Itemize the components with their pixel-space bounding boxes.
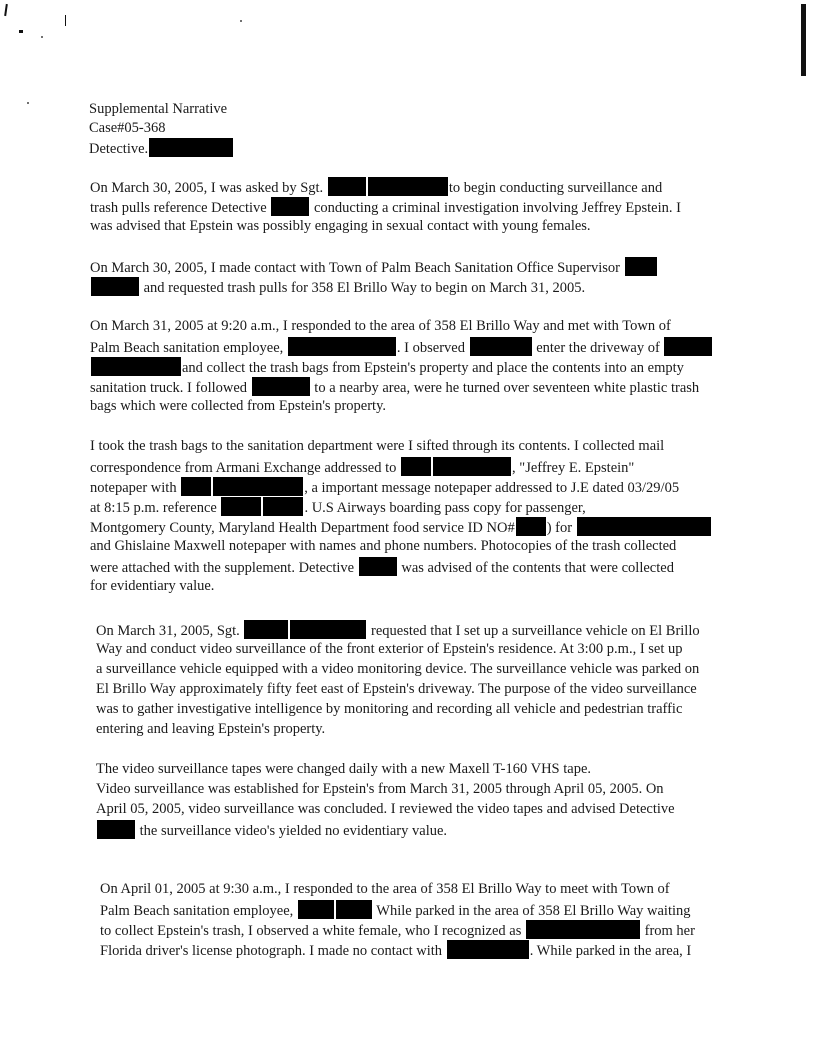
para4-line3: notepaper with , a important message notepaper addressed to J.E dated 03/29/05 [90, 477, 679, 497]
redaction [516, 517, 546, 536]
redaction [97, 820, 135, 839]
redaction [625, 257, 657, 276]
redaction [359, 557, 397, 576]
para5-line1: On March 31, 2005, Sgt. requested that I set up a surveillance vehicle on El Brillo [96, 620, 700, 640]
scan-dot-3 [27, 102, 29, 104]
redaction [213, 477, 303, 496]
redaction [336, 900, 372, 919]
para4-line6: and Ghislaine Maxwell notepaper with names and phone numbers. Photocopies of the trash collected [90, 538, 677, 554]
redaction [368, 177, 448, 196]
scan-artifact-left [4, 4, 8, 16]
para4-line5: Montgomery County, Maryland Health Department food service ID NO# ) for [90, 517, 712, 537]
redaction [433, 457, 511, 476]
scan-dot-2 [240, 20, 242, 22]
para1-line3: was advised that Epstein was possibly engaging in sexual contact with young females. [90, 218, 591, 234]
para5-line4: El Brillo Way approximately fifty feet east of Epstein's driveway. The purpose of the video surveillance [96, 681, 697, 697]
redaction [447, 940, 529, 959]
redaction [470, 337, 532, 356]
redaction [271, 197, 309, 216]
para5-line2: Way and conduct video surveillance of the front exterior of Epstein's residence. At 3:00 p.m., I set up [96, 641, 683, 657]
redaction [263, 497, 303, 516]
para6-line3: April 05, 2005, video surveillance was concluded. I reviewed the video tapes and advised Detective [96, 801, 675, 817]
para4-line2: correspondence from Armani Exchange addressed to , "Jeffrey E. Epstein" [90, 457, 634, 477]
case-number: Case#05-368 [89, 120, 166, 136]
redaction [181, 477, 211, 496]
para1-line2: trash pulls reference Detective conducting a criminal investigation involving Jeffrey Epstein. I [90, 197, 681, 217]
redaction [288, 337, 396, 356]
redaction [298, 900, 334, 919]
para2-line1: On March 30, 2005, I made contact with Town of Palm Beach Sanitation Office Supervisor [90, 257, 658, 277]
para3-line2: Palm Beach sanitation employee, . I observed enter the driveway of [90, 337, 713, 357]
redaction [526, 920, 640, 939]
redaction [149, 138, 233, 157]
para4-line4: at 8:15 p.m. reference . U.S Airways boarding pass copy for passenger, [90, 497, 586, 517]
para6-line2: Video surveillance was established for Epstein's from March 31, 2005 through April 05, 2005. On [96, 781, 664, 797]
scan-dot [41, 36, 43, 38]
para2-line2: and requested trash pulls for 358 El Brillo Way to begin on March 31, 2005. [90, 277, 585, 297]
redaction [221, 497, 261, 516]
redaction [328, 177, 366, 196]
para4-line1: I took the trash bags to the sanitation department were I sifted through its contents. I collected mail [90, 438, 665, 454]
para3-line3: and collect the trash bags from Epstein's property and place the contents into an empty [90, 357, 684, 377]
para7-line1: On April 01, 2005 at 9:30 a.m., I responded to the area of 358 El Brillo Way to meet with Town of [100, 881, 670, 897]
scan-artifact-small [65, 15, 66, 26]
para7-line4: Florida driver's license photograph. I made no contact with . While parked in the area, I [100, 940, 691, 960]
para7-line3: to collect Epstein's trash, I observed a white female, who I recognized as from her [100, 920, 695, 940]
para3-line5: bags which were collected from Epstein's property. [90, 398, 387, 414]
redaction [401, 457, 431, 476]
redaction [244, 620, 288, 639]
detective-label: Detective. [89, 141, 149, 157]
para3-line1: On March 31, 2005 at 9:20 a.m., I responded to the area of 358 El Brillo Way and met with Town of [90, 318, 671, 334]
para4-line7: were attached with the supplement. Detective was advised of the contents that were collected [90, 557, 674, 577]
para5-line5: was to gather investigative intelligence by monitoring and recording all vehicle and pedestrian traffic [96, 701, 683, 717]
redaction [91, 357, 181, 376]
para7-line2: Palm Beach sanitation employee, While parked in the area of 358 El Brillo Way waiting [100, 900, 691, 920]
scan-artifact-right-edge [801, 4, 806, 76]
detective-line [89, 138, 234, 159]
redaction [664, 337, 712, 356]
redaction [252, 377, 310, 396]
para6-line1: The video surveillance tapes were changed daily with a new Maxell T-160 VHS tape. [96, 761, 592, 777]
para6-line4: the surveillance video's yielded no evidentiary value. [96, 820, 447, 840]
scan-artifact-small2 [19, 30, 23, 33]
para5-line3: a surveillance vehicle equipped with a video monitoring device. The surveillance vehicle was parked on [96, 661, 700, 677]
para5-line6: entering and leaving Epstein's property. [96, 721, 326, 737]
para4-line8: for evidentiary value. [90, 578, 215, 594]
doc-title: Supplemental Narrative [89, 101, 228, 117]
para1-line1: On March 30, 2005, I was asked by Sgt. to begin conducting surveillance and [90, 177, 662, 197]
redaction [91, 277, 139, 296]
para3-line4: sanitation truck. I followed to a nearby area, were he turned over seventeen white plastic trash [90, 377, 699, 397]
redaction [290, 620, 366, 639]
redaction [577, 517, 711, 536]
